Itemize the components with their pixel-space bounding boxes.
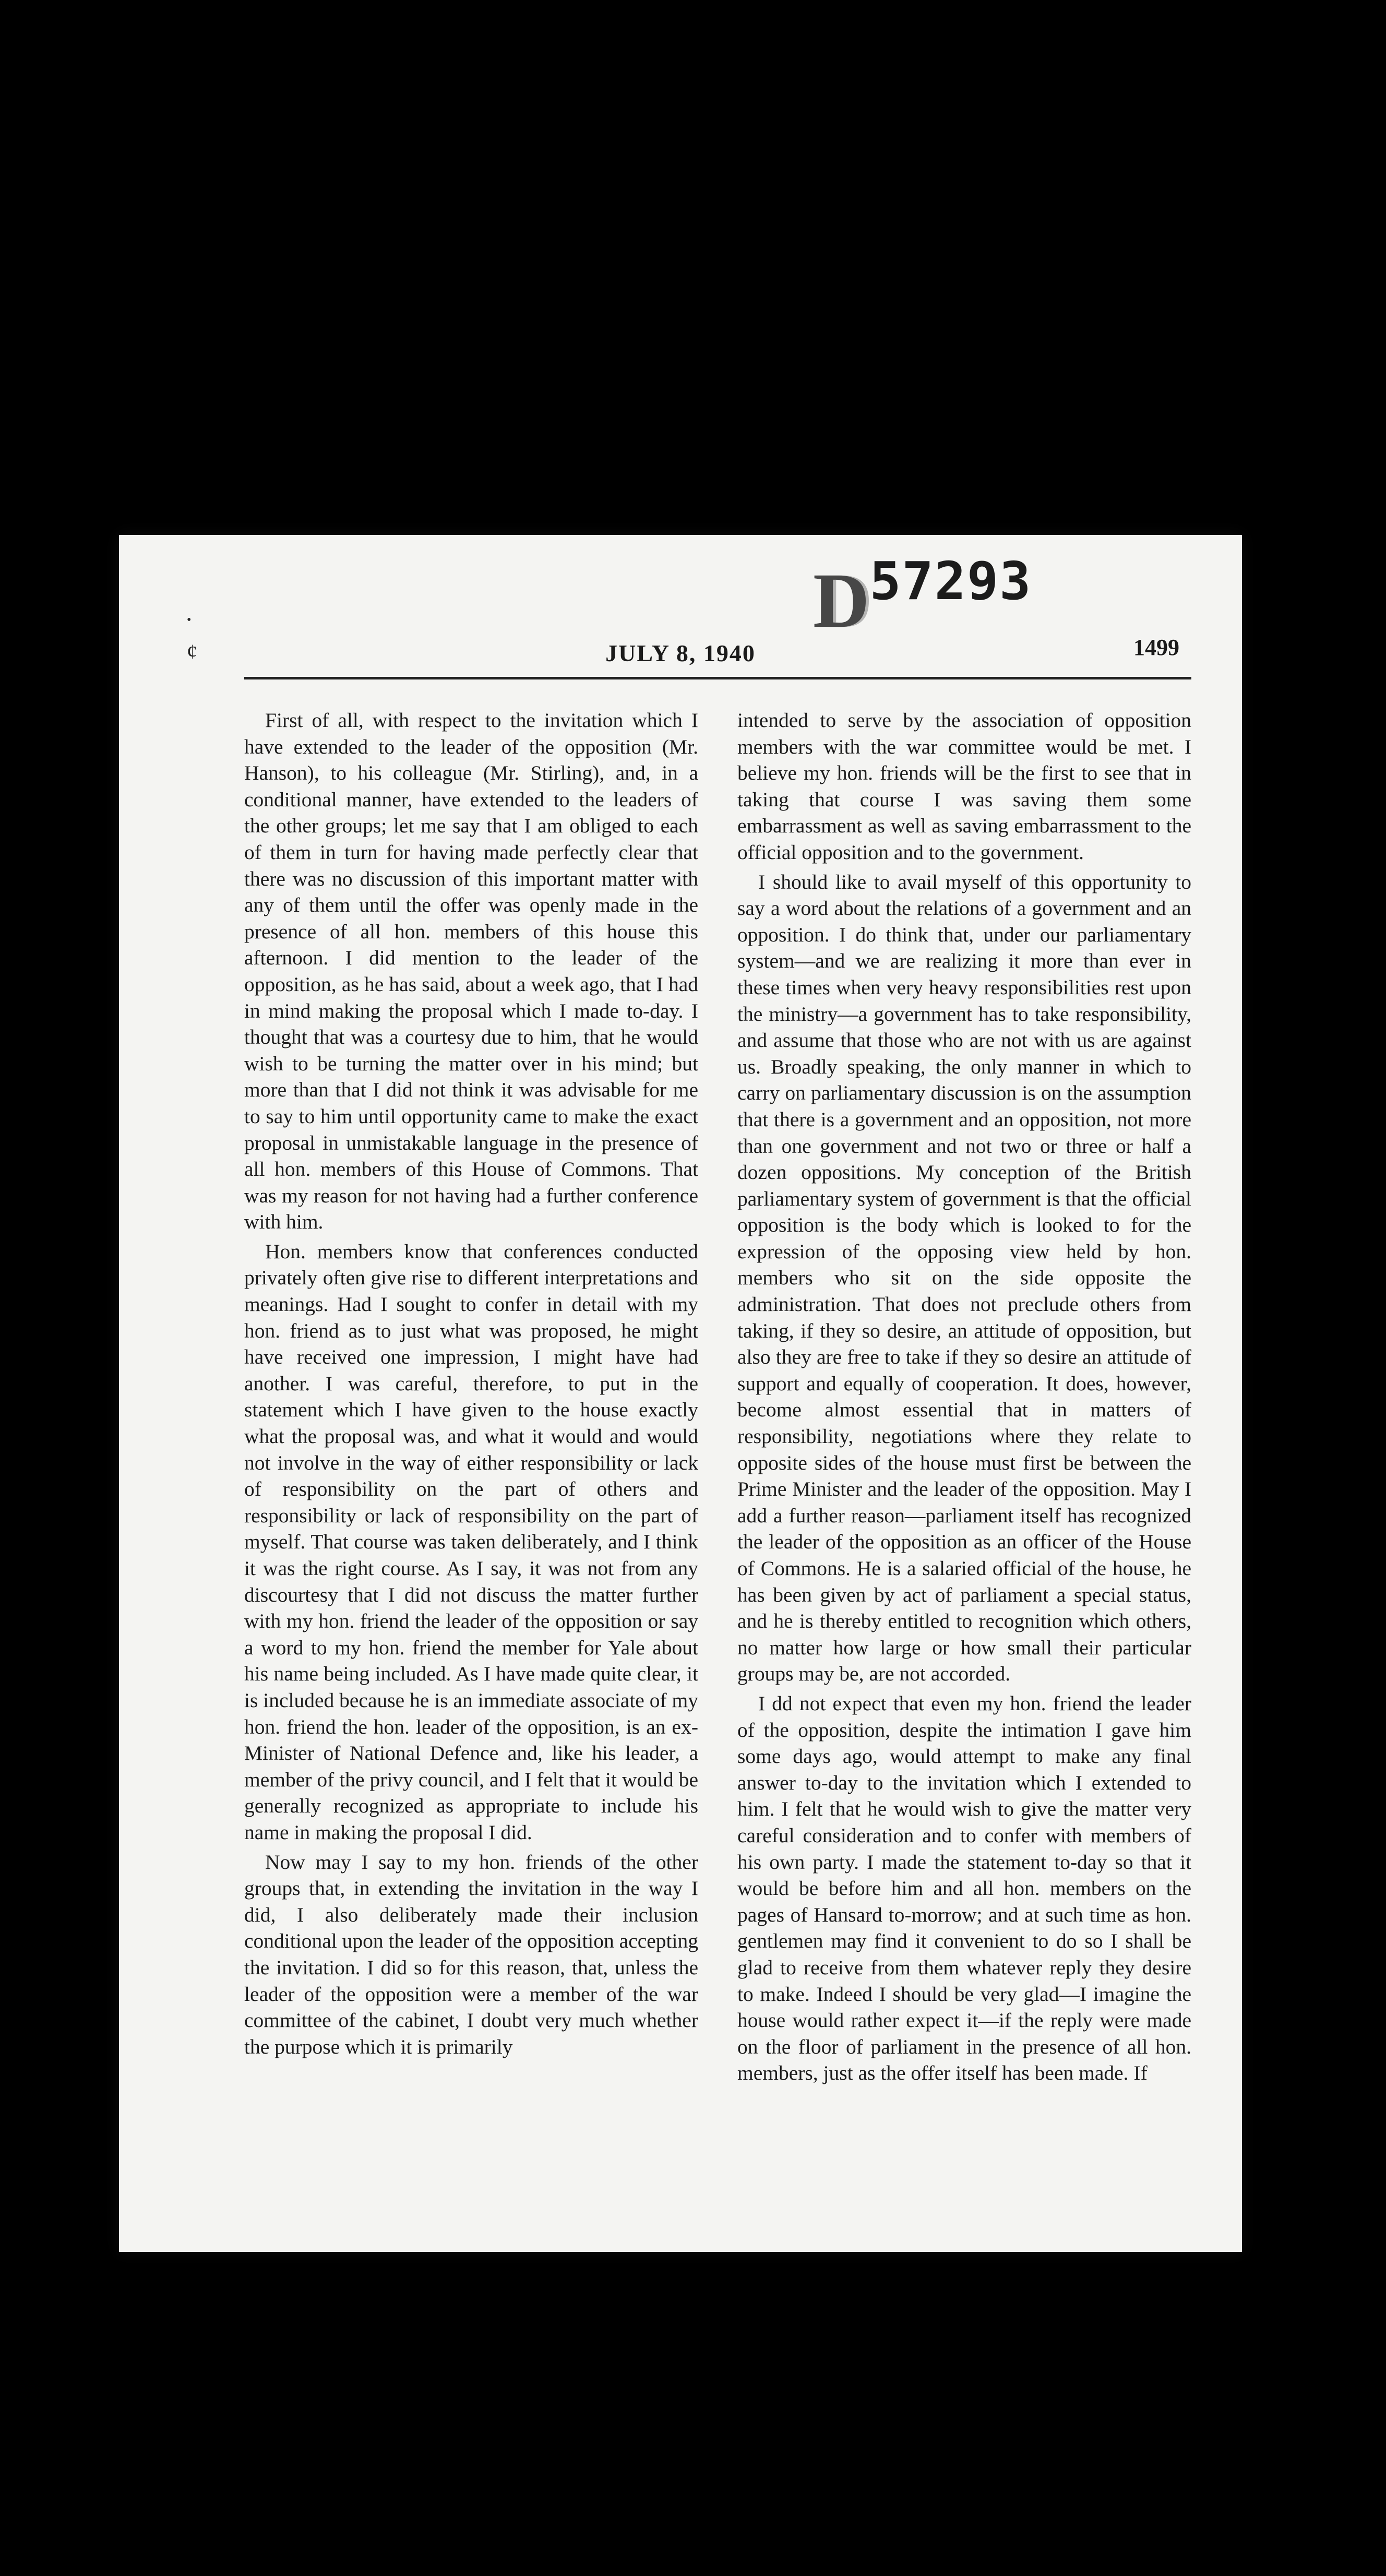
document-page [119, 535, 1242, 2252]
page-date: JULY 8, 1940 [605, 640, 756, 666]
margin-mark-dot: • [187, 613, 192, 627]
paragraph: Hon. members know that conferences conducted privately often give rise to different interpretations and meanings. Had I sought to confer in detail with my hon. friend as to just what was proposed, he might have received one impression, I might have had another. I was careful, therefore, to put in the statement which I have given to the house exactly what the proposal was, and what it would and would not involve in the way of either responsibility or lack of responsibility on the part of others and responsibility or lack of responsibility on the part of myself. That course was taken deliberately, and I think it was the right course. As I say, it was not from any discourtesy that I did not discuss the matter further with my hon. friend the leader of the opposition or say a word to my hon. friend the member for Yale about his name being included. As I have made quite clear, it is included because he is an immediate associate of my hon. friend the hon. leader of the opposition, is an ex-Minister of National Defence and, like his leader, a member of the privy council, and I felt that it would be generally recognized as appropriate to include his name in making the proposal I did. [244, 1239, 698, 1844]
stamp-letter: D [813, 557, 870, 644]
page-number: 1499 [1133, 635, 1179, 660]
right-column [737, 707, 1191, 2086]
left-column [244, 707, 698, 2060]
paragraph: First of all, with respect to the invitation which I have extended to the leader of the opposition (Mr. Hanson), to his colleague (Mr. Stirling), and, in a conditional manner, have extended to the leaders of the other groups; let me say that I am obliged to each of them in turn for having made perfectly clear that there was no discussion of this important matter with any of them until the offer was openly made in the presence of all hon. members of this house this afternoon. I did mention to the leader of the opposition, as he has said, about a week ago, that I had in mind making the proposal which I made to-day. I thought that was a courtesy due to him, that he would wish to be turning the matter over in his mind; but more than that I did not think it was advisable for me to say to him until opportunity came to make the exact proposal in unmistakable language in the presence of all hon. members of this House of Commons. That was my reason for not having had a further conference with him. [244, 709, 698, 1234]
paragraph: I should like to avail myself of this opportunity to say a word about the relations of a government and an opposition. I do think that, under our parliamentary system—and we are realizing it more than ever in these times when very heavy responsibilities rest upon the ministry—a government has to take responsibility, and assume that those who are not with us are against us. Broadly speaking, the only manner in which to carry on parliamentary discussion is on the assumption that there is a government and an opposition, not more than one government and not two or three or half a dozen oppositions. My conception of the British parliamentary system of government is that the official opposition is the body which is looked to for the expression of the opposing view held by hon. members who sit on the side opposite the administration. That does not preclude others from taking, if they so desire, an attitude of opposition, but also they are free to take if they so desire an attitude of support and equally of cooperation. It does, however, become almost essential that in matters of responsibility, negotiations where they relate to opposite sides of the house must first be between the Prime Minister and the leader of the opposition. May I add a further reason—parliament itself has recognized the leader of the opposition as an officer of the House of Commons. He is a salaried official of the house, he has been given by act of parliament a special status, and he is thereby entitled to recognition which others, no matter how large or how small their particular groups may be, are not accorded. [737, 870, 1191, 1686]
paragraph: Now may I say to my hon. friends of the other groups that, in extending the invitation in the way I did, I also deliberately made their inclusion conditional upon the leader of the opposition accepting the invitation. I did so for this reason, that, unless the leader of the opposition were a member of the war committee of the cabinet, I doubt very much whether the purpose which it is primarily [244, 1850, 698, 2058]
archive-stamp [813, 551, 1032, 646]
margin-mark-symbol: ¢ [187, 640, 197, 663]
header-rule [244, 677, 1191, 679]
stamp-number: 57293 [869, 551, 1032, 612]
paragraph: intended to serve by the association of opposition members with the war committee would be met. I believe my hon. friends will be the first to see that in taking that course I was saving them some embarrassment as well as saving embarrassment to the official opposition and to the government. [737, 709, 1191, 864]
paragraph: I dd not expect that even my hon. friend the leader of the opposition, despite the intimation I gave him some days ago, would attempt to make any final answer to-day to the invitation which I extended to him. I felt that he would wish to give the matter very careful consideration and to confer with members of his own party. I made the statement to-day so that it would be before him and all hon. members on the pages of Hansard to-morrow; and at such time as hon. gentlemen may find it convenient to do so I shall be glad to receive from them whatever reply they desire to make. Indeed I should be very glad—I imagine the house would rather expect it—if the reply were made on the floor of parliament in the presence of all hon. members, just as the offer itself has been made. If [737, 1691, 1191, 2085]
